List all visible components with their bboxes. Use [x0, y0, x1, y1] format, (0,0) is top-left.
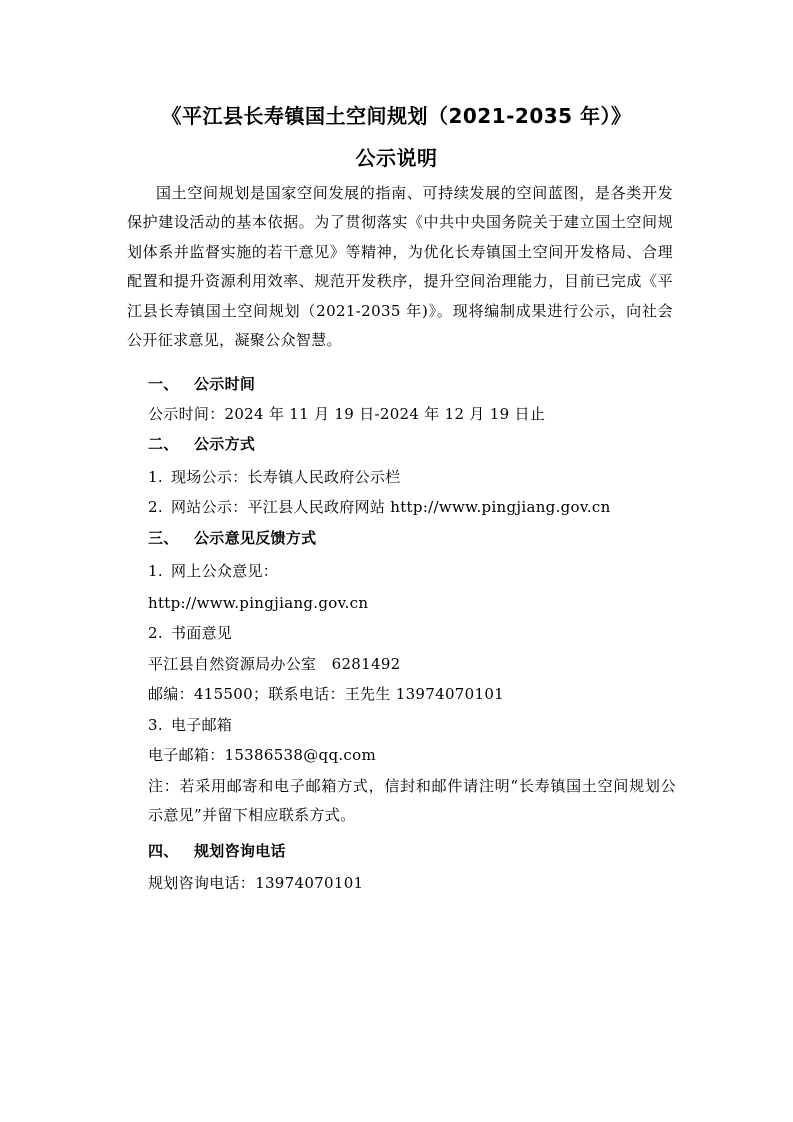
list-number: 1. [148, 562, 163, 580]
section-title: 公示方式 [194, 435, 256, 453]
publicity-time: 公示时间：2024 年 11 月 19 日-2024 年 12 月 19 日止 [148, 405, 546, 423]
section-number: 一、 [148, 375, 179, 393]
list-text: 书面意见 [171, 624, 233, 642]
section-heading-2 [148, 434, 255, 454]
email-contact: 电子邮箱：15386538@qq.com [148, 746, 376, 764]
consult-phone: 规划咨询电话：13974070101 [148, 874, 364, 892]
list-item [148, 623, 232, 643]
list-text: 电子邮箱 [171, 716, 233, 734]
intro-paragraph: 国土空间规划是国家空间发展的指南、可持续发展的空间蓝图，是各类开发保护建设活动的基本依据。为了贯彻落实《中共中央国务院关于建立国土空间规划体系并监督实施的若干意见》等精神，为优化长寿镇国土空间开发格局、合理配置和提升资源利用效率、规范开发秩序，提升空间治理能力，目前已完成《平江县长寿镇国土空间规划（2021-2035 年)》。现将编制成果进行公示，向社会公开征求意见，凝聚公众智慧。 [127, 184, 673, 350]
list-text: 网站公示：平江县人民政府网站 http://www.pingjiang.gov.cn [171, 498, 611, 516]
list-text: 现场公示：长寿镇人民政府公示栏 [171, 468, 401, 486]
section-number: 三、 [148, 529, 179, 547]
section-number: 二、 [148, 435, 179, 453]
list-number: 2. [148, 498, 163, 516]
list-number: 1. [148, 468, 163, 486]
office-contact: 平江县自然资源局办公室 6281492 [148, 655, 401, 673]
list-number: 2. [148, 624, 163, 642]
list-item [148, 467, 401, 487]
section-title: 公示意见反馈方式 [194, 529, 317, 547]
list-item [148, 715, 232, 735]
feedback-url: http://www.pingjiang.gov.cn [148, 594, 369, 612]
list-number: 3. [148, 716, 163, 734]
list-item [148, 497, 611, 517]
section-heading-4 [148, 841, 286, 861]
list-item [148, 561, 278, 581]
section-number: 四、 [148, 842, 179, 860]
postcode-contact: 邮编：415500；联系电话：王先生 13974070101 [148, 685, 505, 703]
section-heading-3 [148, 528, 316, 548]
note-paragraph: 注：若采用邮寄和电子邮箱方式，信封和邮件请注明“长寿镇国土空间规划公示意见”并留下相应联系方式。 [148, 777, 676, 825]
section-title: 规划咨询电话 [194, 842, 286, 860]
section-heading-1 [148, 374, 255, 394]
list-text: 网上公众意见： [171, 562, 279, 580]
document-subtitle: 公示说明 [355, 146, 438, 170]
document-title: 《平江县长寿镇国土空间规划（2021-2035 年）》 [161, 104, 632, 128]
section-title: 公示时间 [194, 375, 256, 393]
